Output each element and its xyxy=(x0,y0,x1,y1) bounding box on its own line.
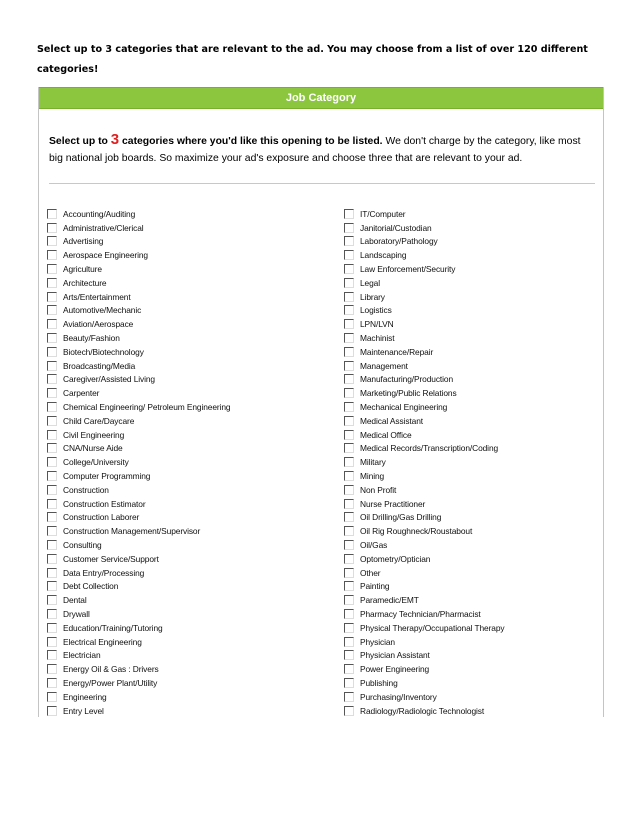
category-item-data-entry-processing[interactable] xyxy=(47,566,231,580)
category-item-accounting-auditing[interactable] xyxy=(47,207,231,221)
category-item-marketing-public-relations[interactable] xyxy=(344,386,505,400)
category-checkbox[interactable] xyxy=(47,347,57,357)
category-item-education-training-tutoring[interactable] xyxy=(47,621,231,635)
category-item-oil-gas[interactable] xyxy=(344,538,505,552)
category-label: Carpenter xyxy=(63,388,100,399)
category-checkbox[interactable] xyxy=(47,361,57,371)
category-label: Publishing xyxy=(360,677,398,688)
intro-text: Select up to 3 categories that are relevant to the ad. You may choose from a list of over 120 different categories! xyxy=(37,44,588,75)
category-item-biotech-biotechnology[interactable] xyxy=(47,345,231,359)
category-checkbox[interactable] xyxy=(344,512,354,522)
category-item-construction-estimator[interactable] xyxy=(47,497,231,511)
category-item-manufacturing-production[interactable] xyxy=(344,373,505,387)
category-checkbox[interactable] xyxy=(47,209,57,219)
category-item-debt-collection[interactable] xyxy=(47,580,231,594)
category-checkbox[interactable] xyxy=(47,568,57,578)
category-label: Optometry/Optician xyxy=(360,553,431,564)
category-item-civil-engineering[interactable] xyxy=(47,428,231,442)
category-checkbox[interactable] xyxy=(344,264,354,274)
category-label: Construction xyxy=(63,484,109,495)
category-checkbox[interactable] xyxy=(47,540,57,550)
category-label: Landscaping xyxy=(360,250,407,261)
category-item-construction-management-supervisor[interactable] xyxy=(47,524,231,538)
category-label: Mechanical Engineering xyxy=(360,402,448,413)
category-label: Dental xyxy=(63,595,87,606)
category-checkbox[interactable] xyxy=(344,637,354,647)
category-label: Administrative/Clerical xyxy=(63,222,144,233)
category-checkbox[interactable] xyxy=(47,609,57,619)
category-label: Legal xyxy=(360,277,380,288)
category-label: Management xyxy=(360,360,408,371)
category-checkbox[interactable] xyxy=(344,540,354,550)
category-label: IT/Computer xyxy=(360,208,406,219)
category-item-beauty-fashion[interactable] xyxy=(47,331,231,345)
category-item-painting[interactable] xyxy=(344,580,505,594)
category-label: Construction Estimator xyxy=(63,498,146,509)
category-label: Other xyxy=(360,567,381,578)
category-label: College/University xyxy=(63,457,129,468)
category-label: Oil Rig Roughneck/Roustabout xyxy=(360,526,473,537)
category-checkbox[interactable] xyxy=(344,526,354,536)
category-label: Power Engineering xyxy=(360,664,430,675)
category-label: Nurse Practitioner xyxy=(360,498,426,509)
category-label: Architecture xyxy=(63,277,107,288)
category-item-oil-drilling-gas-drilling[interactable] xyxy=(344,511,505,525)
category-item-child-care-daycare[interactable] xyxy=(47,414,231,428)
category-label: Maintenance/Repair xyxy=(360,346,434,357)
category-item-management[interactable] xyxy=(344,359,505,373)
category-item-engineering[interactable] xyxy=(47,690,231,704)
category-label: Painting xyxy=(360,581,390,592)
category-item-library[interactable] xyxy=(344,290,505,304)
category-label: Entry Level xyxy=(63,705,104,716)
category-checkbox[interactable] xyxy=(344,347,354,357)
category-checkbox[interactable] xyxy=(344,581,354,591)
category-label: Data Entry/Processing xyxy=(63,567,145,578)
job-category-panel xyxy=(38,87,604,717)
category-item-it-computer[interactable] xyxy=(344,207,505,221)
category-label: Consulting xyxy=(63,540,102,551)
category-label: Oil/Gas xyxy=(360,540,388,551)
category-label: Aviation/Aerospace xyxy=(63,319,134,330)
category-checkbox[interactable] xyxy=(344,223,354,233)
category-item-dental[interactable] xyxy=(47,593,231,607)
category-checkbox[interactable] xyxy=(344,374,354,384)
category-checkbox[interactable] xyxy=(47,526,57,536)
category-checkbox[interactable] xyxy=(344,430,354,440)
category-item-medical-records-transcription-coding[interactable] xyxy=(344,442,505,456)
category-label: Pharmacy Technician/Pharmacist xyxy=(360,609,481,619)
category-checkbox[interactable] xyxy=(47,430,57,440)
category-checkbox[interactable] xyxy=(47,706,57,716)
category-checkbox[interactable] xyxy=(47,554,57,564)
category-item-drywall[interactable] xyxy=(47,607,231,621)
category-label: Logistics xyxy=(360,305,392,316)
category-label: Physician xyxy=(360,636,395,647)
category-checkbox[interactable] xyxy=(344,650,354,660)
category-checkbox[interactable] xyxy=(344,319,354,329)
category-checkbox[interactable] xyxy=(344,278,354,288)
category-label: Library xyxy=(360,291,385,302)
category-item-oil-rig-roughneck-roustabout[interactable] xyxy=(344,524,505,538)
category-label: Radiology/Radiologic Technologist xyxy=(360,705,485,716)
category-checkbox[interactable] xyxy=(47,637,57,647)
category-item-medical-assistant[interactable] xyxy=(344,414,505,428)
category-label: Purchasing/Inventory xyxy=(360,691,437,702)
category-checkbox[interactable] xyxy=(47,416,57,426)
category-label: Advertising xyxy=(63,236,104,247)
category-label: Manufacturing/Production xyxy=(360,374,454,385)
category-item-physician[interactable] xyxy=(344,635,505,649)
category-item-physician-assistant[interactable] xyxy=(344,649,505,663)
category-checkbox[interactable] xyxy=(344,554,354,564)
category-item-arts-entertainment[interactable] xyxy=(47,290,231,304)
category-item-aviation-aerospace[interactable] xyxy=(47,317,231,331)
category-label: Physical Therapy/Occupational Therapy xyxy=(360,622,505,633)
category-checkbox[interactable] xyxy=(344,457,354,467)
category-label: Energy/Power Plant/Utility xyxy=(63,677,158,688)
category-item-radiology-radiologic-technologist[interactable] xyxy=(344,704,505,717)
category-checkbox[interactable] xyxy=(47,457,57,467)
category-checkbox[interactable] xyxy=(47,388,57,398)
category-checkbox[interactable] xyxy=(344,292,354,302)
category-item-consulting[interactable] xyxy=(47,538,231,552)
category-checkbox[interactable] xyxy=(344,485,354,495)
category-item-carpenter[interactable] xyxy=(47,386,231,400)
category-checkbox[interactable] xyxy=(344,361,354,371)
category-checkbox[interactable] xyxy=(47,319,57,329)
category-item-college-university[interactable] xyxy=(47,455,231,469)
category-checkbox[interactable] xyxy=(47,650,57,660)
category-checkbox[interactable] xyxy=(344,568,354,578)
category-item-military[interactable] xyxy=(344,455,505,469)
category-checkbox[interactable] xyxy=(344,333,354,343)
instructions-part2: categories where you'd like this opening to be listed. xyxy=(119,136,383,147)
category-checkbox[interactable] xyxy=(47,692,57,702)
category-item-administrative-clerical[interactable] xyxy=(47,221,231,235)
category-checkbox[interactable] xyxy=(344,250,354,260)
category-item-caregiver-assisted-living[interactable] xyxy=(47,373,231,387)
category-item-entry-level[interactable] xyxy=(47,704,231,717)
category-checkbox[interactable] xyxy=(47,402,57,412)
category-item-chemical-engineering-petroleum-engineering[interactable] xyxy=(47,400,231,414)
category-checkbox[interactable] xyxy=(344,471,354,481)
category-item-computer-programming[interactable] xyxy=(47,469,231,483)
category-label: Agriculture xyxy=(63,264,102,275)
category-checkbox[interactable] xyxy=(47,223,57,233)
category-checkbox[interactable] xyxy=(344,692,354,702)
category-label: Chemical Engineering/ Petroleum Engineering xyxy=(63,402,231,413)
category-checkbox[interactable] xyxy=(344,402,354,412)
category-item-purchasing-inventory[interactable] xyxy=(344,690,505,704)
category-label: Janitorial/Custodian xyxy=(360,222,432,233)
category-item-electrical-engineering[interactable] xyxy=(47,635,231,649)
category-list-left xyxy=(47,207,231,717)
category-item-power-engineering[interactable] xyxy=(344,662,505,676)
category-item-legal[interactable] xyxy=(344,276,505,290)
category-item-mining[interactable] xyxy=(344,469,505,483)
category-item-cna-nurse-aide[interactable] xyxy=(47,442,231,456)
category-label: Military xyxy=(360,457,386,468)
category-item-janitorial-custodian[interactable] xyxy=(344,221,505,235)
category-label: LPN/LVN xyxy=(360,319,394,330)
category-label: Customer Service/Support xyxy=(63,553,159,564)
category-item-publishing[interactable] xyxy=(344,676,505,690)
category-label: Computer Programming xyxy=(63,471,151,482)
category-checkbox[interactable] xyxy=(47,623,57,633)
category-item-energy-oil-gas-drivers[interactable] xyxy=(47,662,231,676)
category-item-architecture[interactable] xyxy=(47,276,231,290)
category-checkbox[interactable] xyxy=(344,416,354,426)
panel-title: Job Category xyxy=(39,87,603,109)
category-item-machinist[interactable] xyxy=(344,331,505,345)
category-item-construction-laborer[interactable] xyxy=(47,511,231,525)
category-checkbox[interactable] xyxy=(47,305,57,315)
category-list-right xyxy=(344,207,505,717)
category-checkbox[interactable] xyxy=(47,236,57,246)
category-checkbox[interactable] xyxy=(344,388,354,398)
category-checkbox[interactable] xyxy=(47,250,57,260)
category-item-nurse-practitioner[interactable] xyxy=(344,497,505,511)
category-label: Debt Collection xyxy=(63,581,119,592)
category-item-other[interactable] xyxy=(344,566,505,580)
category-item-aerospace-engineering[interactable] xyxy=(47,248,231,262)
category-item-construction[interactable] xyxy=(47,483,231,497)
category-label: Physician Assistant xyxy=(360,650,430,661)
category-label: Education/Training/Tutoring xyxy=(63,622,163,633)
category-item-broadcasting-media[interactable] xyxy=(47,359,231,373)
category-checkbox[interactable] xyxy=(47,664,57,674)
category-label: Drywall xyxy=(63,609,90,619)
category-label: Construction Laborer xyxy=(63,512,140,523)
category-label: Law Enforcement/Security xyxy=(360,264,456,275)
category-item-laboratory-pathology[interactable] xyxy=(344,235,505,249)
category-checkbox[interactable] xyxy=(47,581,57,591)
category-item-logistics[interactable] xyxy=(344,304,505,318)
category-checkbox[interactable] xyxy=(344,664,354,674)
category-checkbox[interactable] xyxy=(344,209,354,219)
category-checkbox[interactable] xyxy=(47,512,57,522)
category-checkbox[interactable] xyxy=(344,678,354,688)
category-label: Medical Records/Transcription/Coding xyxy=(360,443,499,454)
category-label: Electrician xyxy=(63,650,101,661)
category-item-pharmacy-technician-pharmacist[interactable] xyxy=(344,607,505,621)
category-item-maintenance-repair[interactable] xyxy=(344,345,505,359)
category-label: Arts/Entertainment xyxy=(63,291,131,302)
category-item-agriculture[interactable] xyxy=(47,262,231,276)
divider xyxy=(49,183,595,184)
category-label: Beauty/Fashion xyxy=(63,333,120,344)
category-item-customer-service-support[interactable] xyxy=(47,552,231,566)
category-checkbox[interactable] xyxy=(47,443,57,453)
category-instructions xyxy=(49,133,597,167)
category-label: Engineering xyxy=(63,691,107,702)
category-label: Medical Office xyxy=(360,429,412,440)
instructions-part3: We don't charge by the category, like most big national job boards. So maximize your ad's exposure and choose three that are relevant to your ad. xyxy=(49,136,581,164)
category-label: Energy Oil & Gas : Drivers xyxy=(63,664,159,675)
category-checkbox[interactable] xyxy=(47,678,57,688)
category-item-electrician[interactable] xyxy=(47,649,231,663)
category-checkbox[interactable] xyxy=(47,374,57,384)
category-item-paramedic-emt[interactable] xyxy=(344,593,505,607)
category-item-law-enforcement-security[interactable] xyxy=(344,262,505,276)
category-label: CNA/Nurse Aide xyxy=(63,443,123,454)
category-checkbox[interactable] xyxy=(47,595,57,605)
category-checkbox[interactable] xyxy=(47,264,57,274)
category-checkbox[interactable] xyxy=(344,236,354,246)
category-item-automotive-mechanic[interactable] xyxy=(47,304,231,318)
category-checkbox[interactable] xyxy=(344,305,354,315)
category-item-medical-office[interactable] xyxy=(344,428,505,442)
category-label: Civil Engineering xyxy=(63,429,125,440)
category-checkbox[interactable] xyxy=(344,443,354,453)
instructions-number: 3 xyxy=(110,131,120,148)
category-item-mechanical-engineering[interactable] xyxy=(344,400,505,414)
category-label: Construction Management/Supervisor xyxy=(63,526,201,537)
category-label: Biotech/Biotechnology xyxy=(63,346,144,357)
category-checkbox[interactable] xyxy=(47,292,57,302)
category-label: Automotive/Mechanic xyxy=(63,305,142,316)
category-label: Broadcasting/Media xyxy=(63,360,136,371)
category-label: Medical Assistant xyxy=(360,415,424,426)
category-checkbox[interactable] xyxy=(344,595,354,605)
category-label: Oil Drilling/Gas Drilling xyxy=(360,512,442,523)
category-label: Child Care/Daycare xyxy=(63,415,135,426)
instructions-part1: Select up to xyxy=(49,136,111,147)
category-item-energy-power-plant-utility[interactable] xyxy=(47,676,231,690)
category-label: Aerospace Engineering xyxy=(63,250,148,261)
category-label: Non Profit xyxy=(360,484,397,495)
category-label: Machinist xyxy=(360,333,395,344)
category-label: Accounting/Auditing xyxy=(63,208,136,219)
category-checkbox[interactable] xyxy=(47,333,57,343)
category-item-advertising[interactable] xyxy=(47,235,231,249)
category-item-optometry-optician[interactable] xyxy=(344,552,505,566)
category-item-non-profit[interactable] xyxy=(344,483,505,497)
category-checkbox[interactable] xyxy=(47,485,57,495)
category-item-lpn-lvn[interactable] xyxy=(344,317,505,331)
category-checkbox[interactable] xyxy=(47,278,57,288)
category-label: Laboratory/Pathology xyxy=(360,236,438,247)
category-label: Electrical Engineering xyxy=(63,636,142,647)
category-checkbox[interactable] xyxy=(47,499,57,509)
category-checkbox[interactable] xyxy=(344,499,354,509)
category-item-landscaping[interactable] xyxy=(344,248,505,262)
category-item-physical-therapy-occupational-therapy[interactable] xyxy=(344,621,505,635)
category-checkbox[interactable] xyxy=(47,471,57,481)
category-checkbox[interactable] xyxy=(344,609,354,619)
category-label: Caregiver/Assisted Living xyxy=(63,374,155,385)
category-label: Paramedic/EMT xyxy=(360,595,419,606)
category-label: Mining xyxy=(360,471,385,482)
category-checkbox[interactable] xyxy=(344,706,354,716)
category-label: Marketing/Public Relations xyxy=(360,388,457,399)
category-checkbox[interactable] xyxy=(344,623,354,633)
